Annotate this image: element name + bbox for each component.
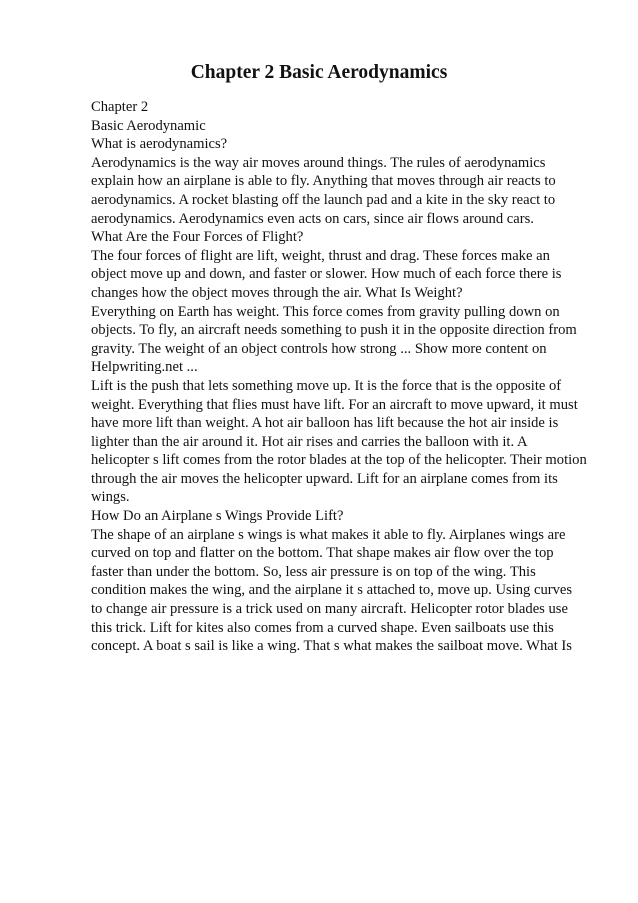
document-body	[91, 98, 601, 656]
text-line: faster than under the bottom. So, less air pressure is on top of the wing. This	[91, 563, 536, 580]
text-line: explain how an airplane is able to fly. Anything that moves through air reacts to	[91, 173, 556, 190]
text-line: The shape of an airplane s wings is what makes it able to fly. Airplanes wings are	[91, 526, 566, 543]
text-line: Chapter 2	[91, 99, 149, 115]
text-line: gravity. The weight of an object controls how strong ... Show more content on	[91, 340, 547, 357]
text-line: Everything on Earth has weight. This force comes from gravity pulling down on	[91, 303, 560, 320]
text-line: through the air moves the helicopter upward. Lift for an airplane comes from its	[91, 470, 558, 487]
text-line: to change air pressure is a trick used on many aircraft. Helicopter rotor blades use	[91, 601, 568, 618]
text-line: concept. A boat s sail is like a wing. That s what makes the sailboat move. What Is	[91, 638, 572, 655]
text-line: Basic Aerodynamic	[91, 117, 206, 134]
text-line: What Are the Four Forces of Flight?	[91, 229, 304, 246]
text-line: weight. Everything that flies must have lift. For an aircraft to move upward, it must	[91, 396, 578, 413]
document-title: Chapter 2 Basic Aerodynamics	[190, 62, 448, 83]
text-line: curved on top and flatter on the bottom. That shape makes air flow over the top	[91, 545, 554, 562]
text-line: Helpwriting.net ...	[91, 359, 198, 376]
text-line: What is aerodynamics?	[91, 136, 228, 153]
text-line: Aerodynamics is the way air moves around things. The rules of aerodynamics	[91, 154, 546, 171]
text-line: How Do an Airplane s Wings Provide Lift?	[91, 508, 344, 525]
text-line: lighter than the air around it. Hot air rises and carries the balloon with it. A	[91, 433, 528, 450]
text-line: object move up and down, and faster or slower. How much of each force there is	[91, 266, 562, 283]
text-line: The four forces of flight are lift, weight, thrust and drag. These forces make an	[91, 247, 550, 264]
text-line: changes how the object moves through the air. What Is Weight?	[91, 284, 463, 301]
text-line: condition makes the wing, and the airplane it s attached to, move up. Using curves	[91, 582, 573, 599]
text-line: this trick. Lift for kites also comes from a curved shape. Even sailboats use this	[91, 619, 554, 636]
text-line: helicopter s lift comes from the rotor blades at the top of the helicopter. Their motion	[91, 452, 587, 469]
text-line: have more lift than weight. A hot air balloon has lift because the hot air inside is	[91, 415, 559, 432]
text-line: wings.	[91, 489, 130, 506]
text-line: aerodynamics. Aerodynamics even acts on cars, since air flows around cars.	[91, 210, 534, 227]
text-line: objects. To fly, an aircraft needs something to push it in the opposite direction from	[91, 322, 577, 339]
text-line: Lift is the push that lets something move up. It is the force that is the opposite of	[91, 377, 562, 394]
text-line: aerodynamics. A rocket blasting off the launch pad and a kite in the sky react to	[91, 191, 556, 208]
